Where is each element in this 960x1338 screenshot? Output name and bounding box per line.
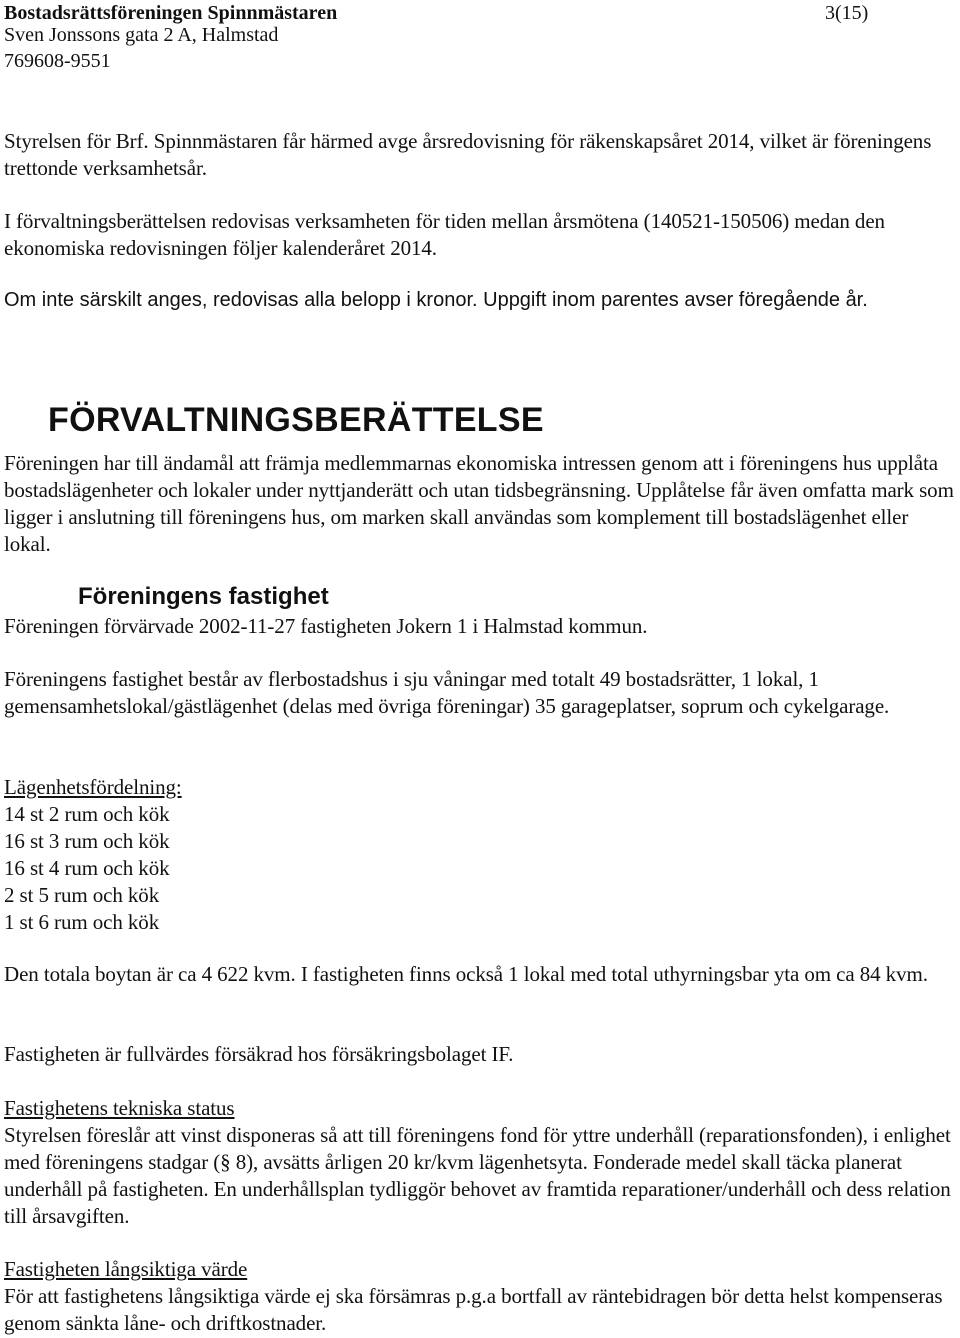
apartment-item: 14 st 2 rum och kök (4, 802, 170, 826)
apartment-distribution-heading: Lägenhetsfördelning: (4, 775, 182, 799)
amounts-note: Om inte särskilt anges, redovisas alla belopp i kronor. Uppgift inom parentes avser föregående år. (4, 289, 868, 311)
apartment-item: 2 st 5 rum och kök (4, 883, 160, 907)
technical-status-text: Styrelsen föreslår att vinst disponeras så att till föreningens fond för yttre underhåll (reparationsfonden), i enlighet med föreningens stadgar (§ 8), avsätts årligen 20 kr/kvm lägenhetsyta. Fonderade medel skall täcka planerat underhåll på fastigheten. En underhållsplan tydliggör behovet av framtida reparationer/underhåll och dess relation till årsavgiften. (4, 1123, 951, 1228)
organization-name: Bostadsrättsföreningen Spinnmästaren (4, 2, 338, 24)
long-term-value-text: För att fastighetens långsiktiga värde ej ska försämras p.g.a bortfall av räntebidragen bör detta helst kompenseras genom sänkta låne- och driftkostnader. (4, 1284, 943, 1335)
property-heading: Föreningens fastighet (78, 583, 329, 610)
purpose-paragraph: Föreningen har till ändamål att främja medlemmarnas ekonomiska intressen genom att i föreningens hus upplåta bostadslägenheter och lokaler under nyttjanderätt och utan tidsbegränsning. Upplåtelse får även omfatta mark som ligger i anslutning till föreningens hus, om marken skall användas som komplement till bostadslägenhet eller lokal. (4, 451, 954, 556)
apartment-item: 1 st 6 rum och kök (4, 910, 160, 934)
technical-status-section (4, 1095, 956, 1230)
address: Sven Jonssons gata 2 A, Halmstad (4, 24, 279, 46)
apartment-distribution (4, 774, 956, 936)
apartment-item: 16 st 3 rum och kök (4, 829, 170, 853)
main-heading: FÖRVALTNINGSBERÄTTELSE (48, 401, 544, 439)
apartment-item: 16 st 4 rum och kök (4, 856, 170, 880)
long-term-value-heading: Fastigheten långsiktiga värde (4, 1257, 248, 1281)
page-number: 3(15) (825, 2, 869, 24)
insurance-text: Fastigheten är fullvärdes försäkrad hos försäkringsbolaget IF. (4, 1042, 514, 1066)
acquisition-text: Föreningen förvärvade 2002-11-27 fastigheten Jokern 1 i Halmstad kommun. (4, 614, 648, 638)
area-text: Den totala boytan är ca 4 622 kvm. I fastigheten finns också 1 lokal med total uthyrningsbar yta om ca 84 kvm. (4, 962, 928, 986)
intro-paragraph-1: Styrelsen för Brf. Spinnmästaren får härmed avge årsredovisning för räkenskapsåret 2014, vilket är föreningens trettonde verksamhetsår. (4, 129, 932, 180)
org-number: 769608-9551 (4, 50, 111, 72)
property-description: Föreningens fastighet består av flerbostadshus i sju våningar med totalt 49 bostadsrätter, 1 lokal, 1 gemensamhetslokal/gästlägenhet (delas med övriga föreningar) 35 garageplatser, soprum och cykelgarage. (4, 667, 890, 718)
intro-paragraph-2: I förvaltningsberättelsen redovisas verksamheten för tiden mellan årsmötena (140521-150506) medan den ekonomiska redovisningen följer kalenderåret 2014. (4, 209, 885, 260)
technical-status-heading: Fastighetens tekniska status (4, 1096, 235, 1120)
long-term-value-section (4, 1256, 956, 1337)
